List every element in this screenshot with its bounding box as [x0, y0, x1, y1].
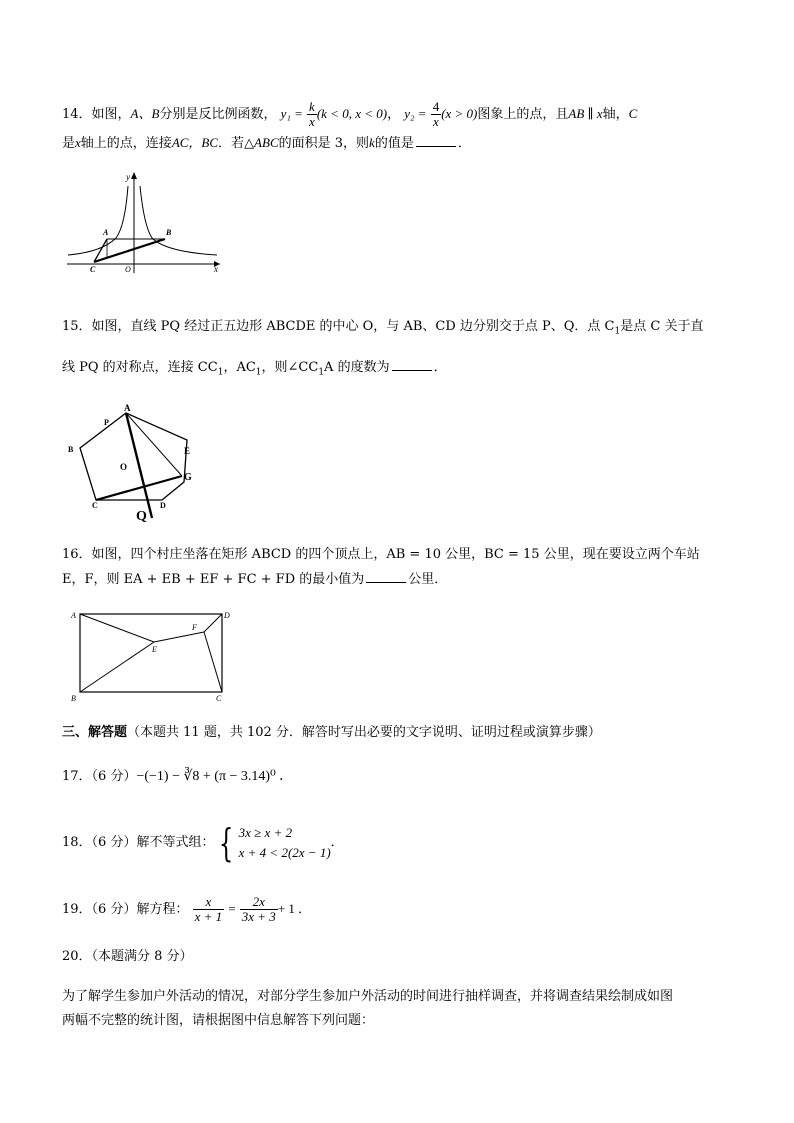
fig14-label-a: A [103, 228, 109, 237]
q15-figure [62, 400, 212, 522]
fig16-label-a: A [71, 611, 76, 620]
fig15-label-o: O [120, 462, 128, 472]
fig16-label-d: D [224, 611, 230, 620]
q18: 18．（6 分）解不等式组： { 3x ≥ x + 2 x + 4 < 2(2x − 1) ． [62, 820, 344, 865]
fig15-label-c1: G [184, 472, 192, 483]
brace-icon: { [219, 820, 234, 865]
fig15-label-a: A [124, 403, 131, 413]
answer-blank [392, 358, 432, 371]
q14-line-1: 14．如图，A、B分别是反比例函数， y₁ = $\frac{k}{x}$ (k < 0, x < 0)， y₂ = $\frac{4}{x}$ (x > 0)图象上的点，且AB ∥ x轴，C [62, 99, 638, 129]
answer-blank [366, 570, 406, 583]
q14-line-2: 是x轴上的点，连接AC，BC．若△ABC的面积是 3，则k的值是 ． [62, 135, 471, 151]
fraction-4-over-x: $\frac{4}{x}$ [432, 99, 440, 129]
fig14-label-b: B [166, 228, 172, 237]
q15-line-2: 线 PQ 的对称点，连接 $CC_1$，$AC_1$，则$\angle CC_1A$ 的度数为 ． [62, 360, 447, 378]
fig14-label-o: O [125, 265, 131, 274]
fig16-label-c: C [216, 694, 222, 703]
fig15-label-c: C [92, 501, 98, 510]
fig16-label-e: E [152, 645, 157, 654]
fig15-label-d: D [160, 501, 166, 510]
q16-line-1: 16．如图，四个村庄坐落在矩形 ABCD 的四个顶点上，AB = 10 公里，BC = 15 公里，现在要设立两个车站 [62, 547, 700, 562]
answer-blank [416, 134, 456, 147]
fraction-right: $\frac{2x}{3x + 3}$ [241, 894, 276, 924]
fig15-label-e: E [184, 446, 191, 456]
fraction-left: $\frac{x}{x + 1}$ [194, 894, 223, 924]
fig16-label-f: F [192, 623, 197, 632]
fraction-k-over-x: $\frac{k}{x}$ [309, 99, 315, 129]
section-3-heading [62, 724, 601, 742]
q20-paragraph-1: 为了解学生参加户外活动的情况，对部分学生参加户外活动的时间进行抽样调查，并将调查结果绘制成如图 [62, 989, 674, 1004]
fig14-label-y: y [126, 172, 130, 182]
q20-paragraph-2: 两幅不完整的统计图，请根据图中信息解答下列问题： [62, 1013, 375, 1028]
fig14-label-c: C [90, 265, 96, 274]
q16-figure [66, 606, 236, 706]
fig15-label-q: Q [136, 509, 147, 522]
fig16-label-b: B [71, 694, 76, 703]
q16-line-2: E，F，则 EA + EB + EF + FC + FD 的最小值为 公里． [62, 572, 448, 587]
fig15-label-p: P [104, 418, 109, 427]
section-desc: （本题共 11 题，共 102 分．解答时写出必要的文字说明、证明过程或演算步骤） [127, 725, 601, 740]
q20-label: 20．（本题满分 8 分） [62, 949, 193, 964]
section-title: 三、解答题 [62, 725, 128, 740]
q14-figure [62, 168, 227, 278]
q17: 17．（6 分）−(−1) − ∛8 + (π − 3.14)⁰ ． [62, 769, 294, 784]
q15-line-1: 15．如图，直线 PQ 经过正五边形 ABCDE 的中心 O，与 AB、CD 边分别交于点 P、Q．点 $C_1$是点 C 关于直 [62, 319, 704, 337]
fig15-label-b: B [68, 445, 74, 454]
fig14-label-x: x [214, 264, 218, 274]
q19: 19．（6 分）解方程： $\frac{x}{x + 1}$ = $\frac{2x}{3x + 3}$ + 1 ． [62, 894, 312, 924]
inequality-system: 3x ≥ x + 2 x + 4 < 2(2x − 1) [238, 824, 331, 860]
